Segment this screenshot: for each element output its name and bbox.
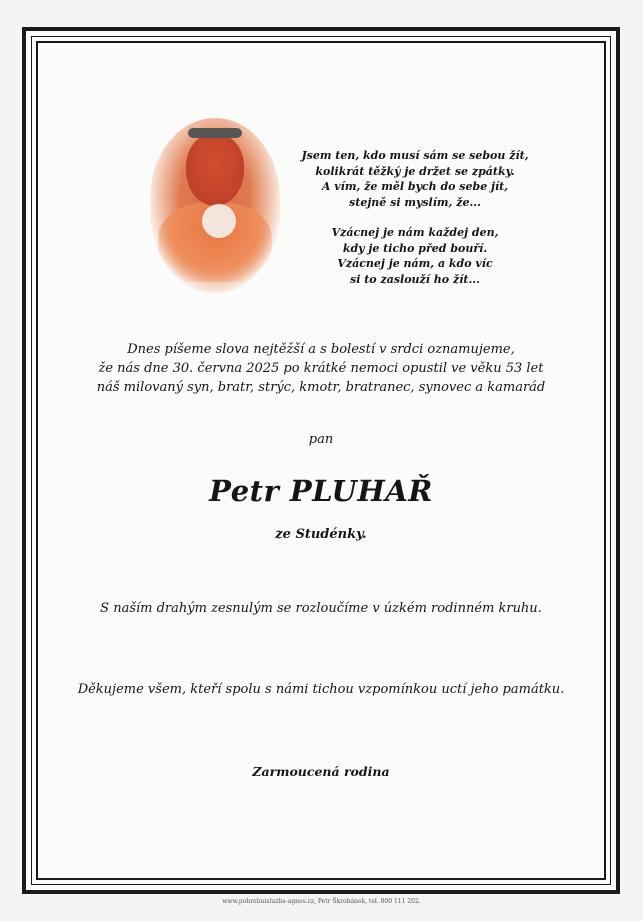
- poem-line: kdy je ticho před bouří.: [342, 241, 488, 255]
- announcement-line: Dnes píšeme slova nejtěžší a s bolestí v srdci oznamujeme,: [127, 342, 515, 357]
- poem-line: stejně si myslím, že...: [349, 195, 481, 209]
- photo-sunglasses: [188, 128, 242, 138]
- poem-line: Jsem ten, kdo musí sám se sebou žít,: [301, 149, 529, 162]
- deceased-name: Petr PLUHAŘ: [209, 474, 433, 508]
- poem-line: Vzácnej je nám každej den,: [331, 226, 499, 239]
- poem-line: si to zaslouží ho žít...: [350, 272, 480, 286]
- poem-line: Vzácnej je nám, a kdo víc: [337, 257, 493, 270]
- announcement: [40, 340, 602, 397]
- salutation: pan: [308, 432, 334, 447]
- portrait-photo: [150, 118, 280, 293]
- poem-stanza-1: [300, 148, 530, 210]
- photo-head: [186, 134, 244, 206]
- thanks-note: Děkujeme všem, kteří spolu s námi tichou vzpomínkou uctí jeho památku.: [77, 682, 565, 697]
- footer-imprint: www.pohrebnisluzba-agnes.cz, Petr Škrobánek, tel. 800 111 202.: [222, 898, 421, 905]
- announcement-line: že nás dne 30. června 2025 po krátké nemoci opustil ve věku 53 let: [98, 361, 544, 376]
- farewell-note: S naším drahým zesnulým se rozloučíme v úzkém rodinném kruhu.: [100, 601, 542, 616]
- poem-stanza-2: [300, 225, 530, 287]
- poem-line: kolikrát těžký je držet se zpátky.: [315, 164, 515, 178]
- poem-line: A vím, že měl bych do sebe jít,: [321, 180, 509, 193]
- poem: [300, 148, 530, 302]
- signature: Zarmoucená rodina: [252, 764, 390, 779]
- photo-dog: [202, 204, 236, 238]
- origin: ze Studénky.: [275, 527, 367, 542]
- announcement-line: náš milovaný syn, bratr, strýc, kmotr, bratranec, synovec a kamarád: [96, 380, 546, 395]
